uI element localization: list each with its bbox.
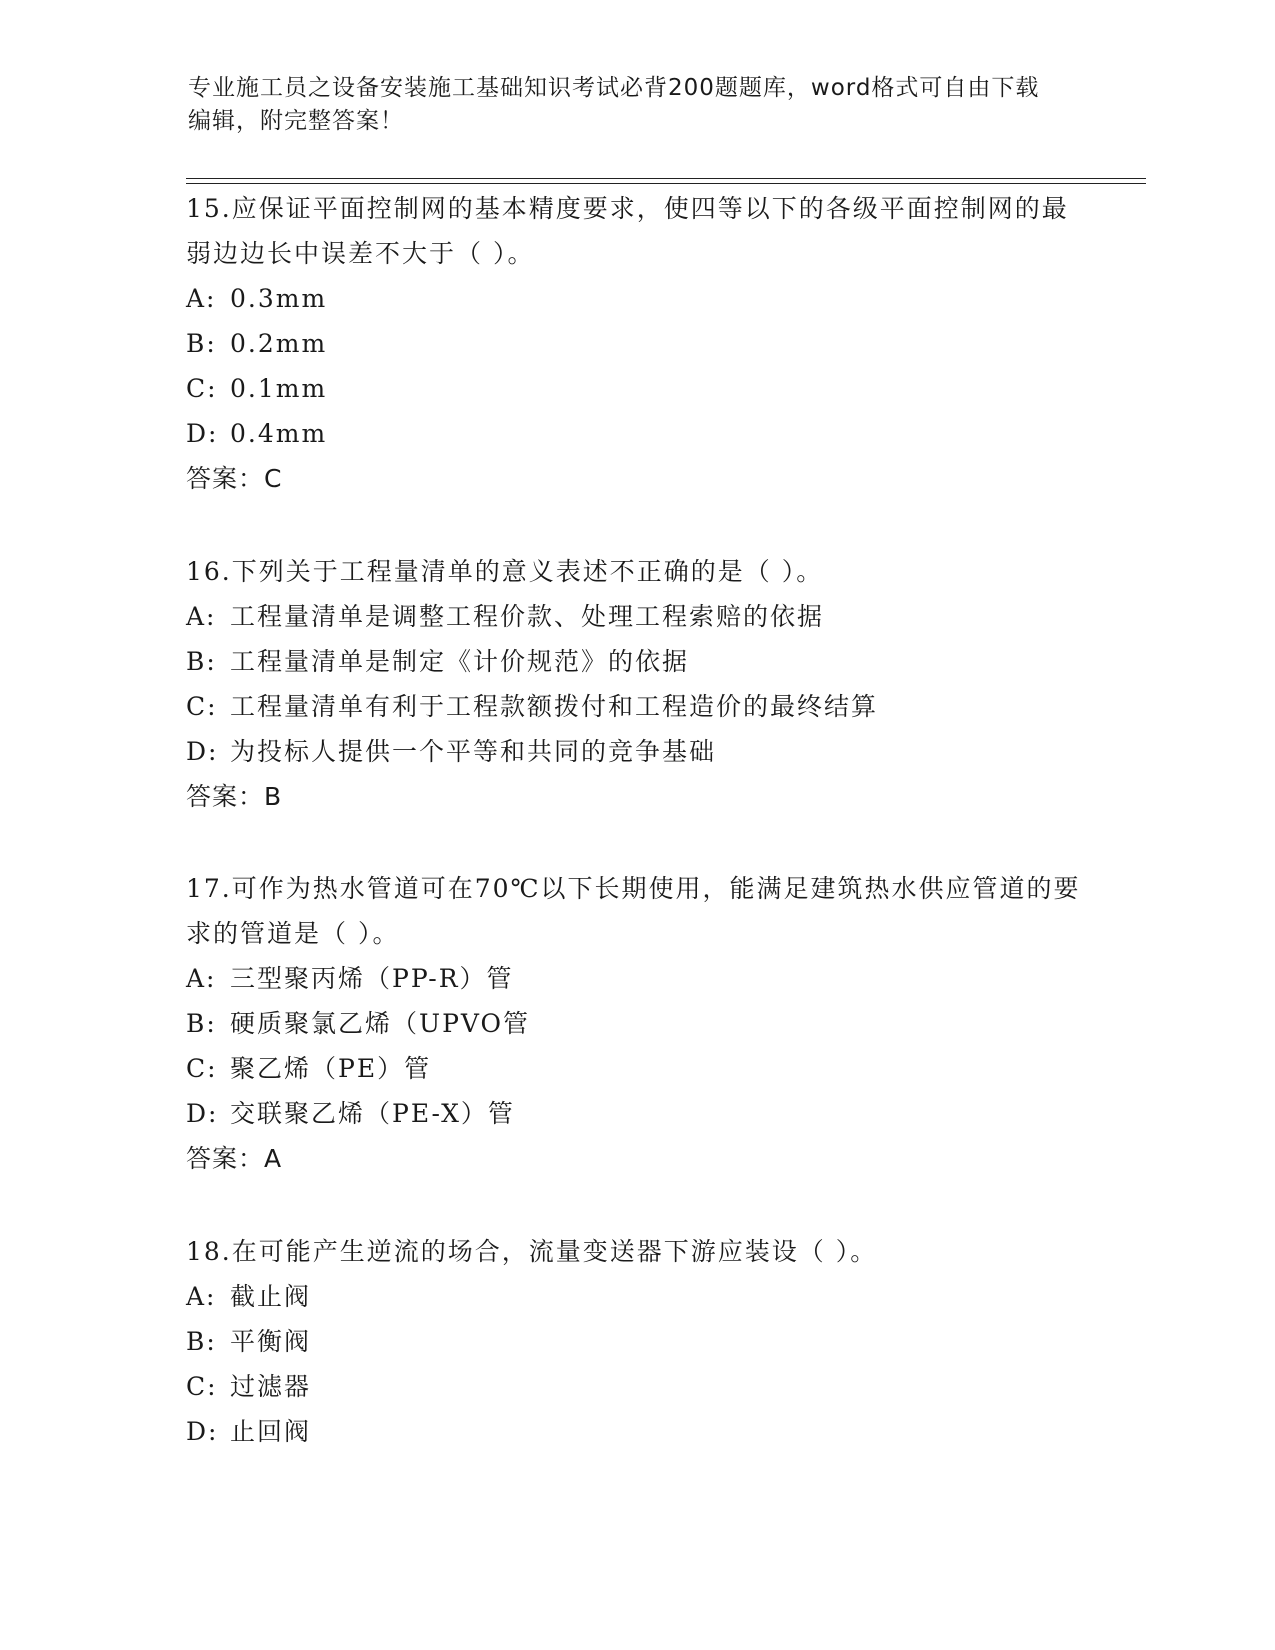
option-text: 为投标人提供一个平等和共同的竞争基础 (230, 737, 717, 766)
option-text: 0.3mm (230, 284, 328, 313)
option-d (186, 1091, 1086, 1136)
option-text: 硬质聚氯乙烯（UPVO管 (230, 1009, 531, 1038)
option-d (186, 1409, 1086, 1454)
option-text: 过滤器 (230, 1372, 312, 1401)
answer-line: 答案：A (186, 1144, 283, 1173)
option-text: 工程量清单是调整工程价款、处理工程索赔的依据 (230, 602, 825, 631)
option-a (186, 276, 1086, 321)
option-c (186, 1364, 1086, 1409)
answer-line: 答案：B (186, 782, 283, 811)
option-b (186, 1319, 1086, 1364)
option-letter: B: (186, 647, 217, 676)
option-b (186, 1001, 1086, 1046)
option-letter: D: (186, 1099, 219, 1128)
option-b (186, 321, 1086, 366)
option-text: 交联聚乙烯（PE-X）管 (230, 1099, 515, 1128)
question-stem: 18.在可能产生逆流的场合，流量变送器下游应装设（ ）。 (186, 1237, 878, 1266)
question-18 (186, 1229, 1086, 1454)
option-text: 0.2mm (230, 329, 328, 358)
option-c (186, 366, 1086, 411)
option-letter: D: (186, 419, 219, 448)
option-letter: D: (186, 737, 219, 766)
option-b (186, 639, 1086, 684)
option-a (186, 956, 1086, 1001)
option-c (186, 1046, 1086, 1091)
option-text: 三型聚丙烯（PP-R）管 (230, 964, 514, 993)
option-text: 工程量清单是制定《计价规范》的依据 (230, 647, 690, 676)
option-letter: A: (186, 284, 217, 313)
question-stem: 17.可作为热水管道可在70℃以下长期使用，能满足建筑热水供应管道的要求的管道是（ ）。 (186, 874, 1081, 948)
header-divider-bottom (186, 183, 1146, 184)
question-17 (186, 866, 1086, 1181)
question-stem: 16.下列关于工程量清单的意义表述不正确的是（ ）。 (186, 557, 824, 586)
option-text: 聚乙烯（PE）管 (230, 1054, 432, 1083)
option-letter: D: (186, 1417, 219, 1446)
option-letter: A: (186, 602, 217, 631)
option-letter: B: (186, 1009, 217, 1038)
option-text: 工程量清单有利于工程款额拨付和工程造价的最终结算 (230, 692, 879, 721)
question-16 (186, 549, 1086, 819)
option-d (186, 411, 1086, 456)
answer-line: 答案：C (186, 464, 283, 493)
option-c (186, 684, 1086, 729)
question-stem: 15.应保证平面控制网的基本精度要求，使四等以下的各级平面控制网的最弱边边长中误差不大于（ ）。 (186, 194, 1069, 268)
option-a (186, 1274, 1086, 1319)
option-text: 0.1mm (230, 374, 328, 403)
option-text: 0.4mm (230, 419, 328, 448)
header-divider-top (186, 178, 1146, 179)
question-15 (186, 186, 1086, 501)
document-header (188, 72, 1088, 138)
option-text: 截止阀 (230, 1282, 312, 1311)
option-letter: C: (186, 1372, 218, 1401)
option-letter: A: (186, 964, 217, 993)
header-line-2: 编辑，附完整答案！ (188, 108, 404, 134)
option-letter: B: (186, 329, 217, 358)
option-letter: A: (186, 1282, 217, 1311)
option-d (186, 729, 1086, 774)
option-a (186, 594, 1086, 639)
header-line-1: 专业施工员之设备安装施工基础知识考试必背200题题库，word格式可自由下载 (188, 75, 1040, 101)
option-text: 止回阀 (230, 1417, 312, 1446)
option-letter: C: (186, 692, 218, 721)
option-letter: C: (186, 1054, 218, 1083)
option-letter: B: (186, 1327, 217, 1356)
option-text: 平衡阀 (230, 1327, 312, 1356)
option-letter: C: (186, 374, 218, 403)
